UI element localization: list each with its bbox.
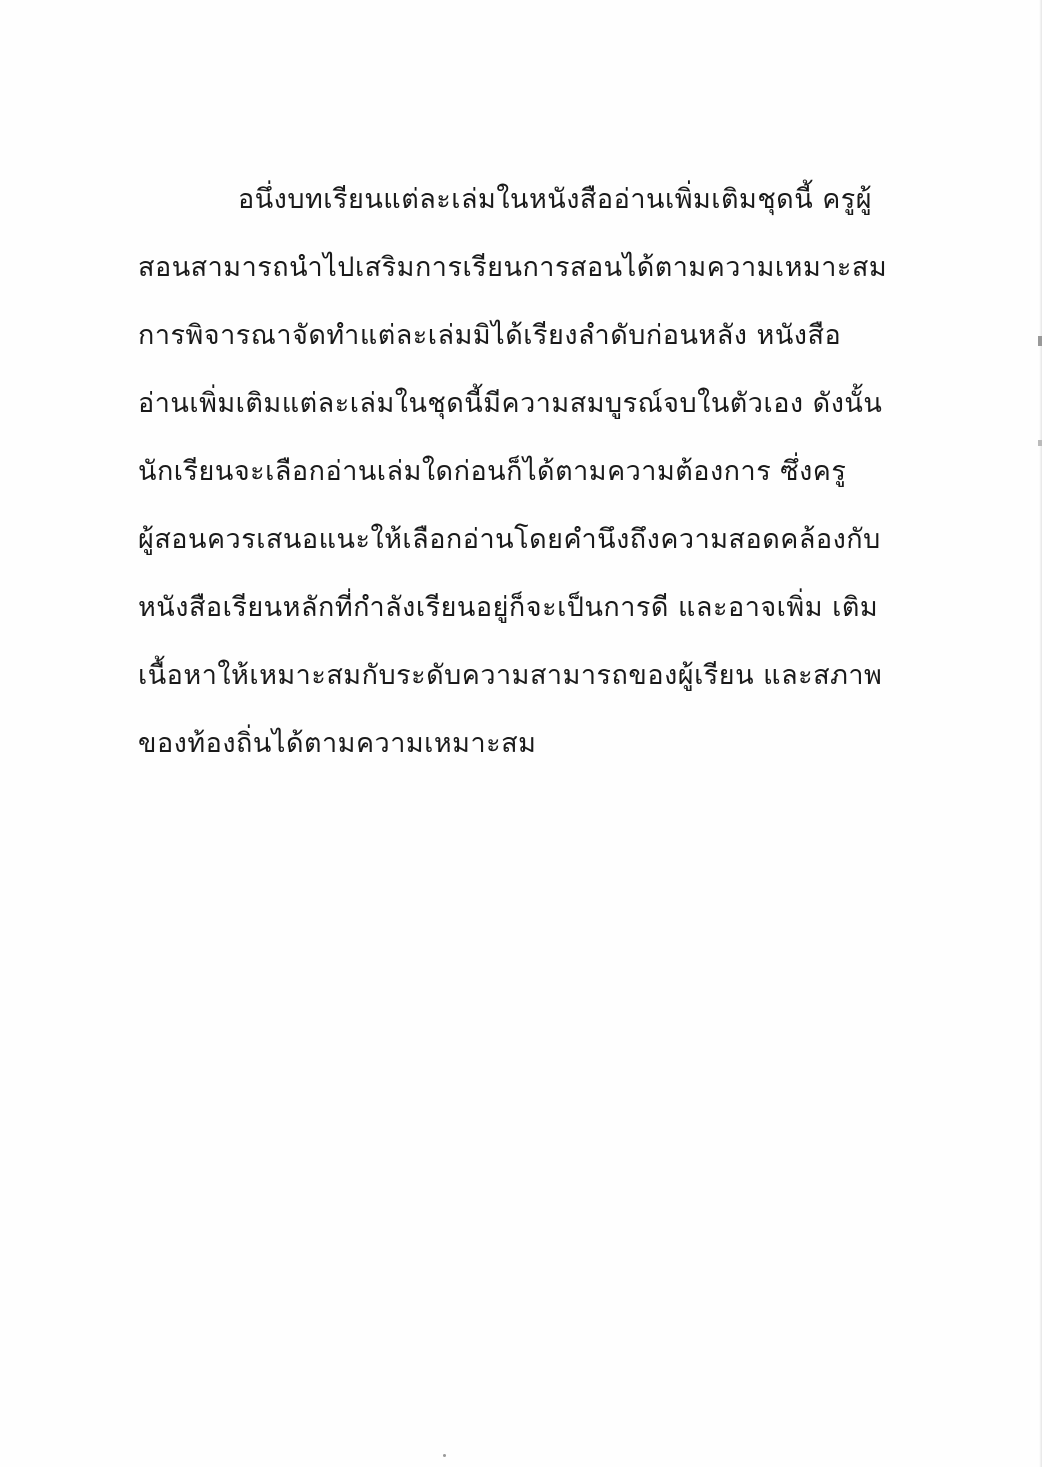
paragraph-line: เนื้อหาให้เหมาะสมกับระดับความสามารถของผู้เรียน และสภาพ [138, 660, 883, 691]
paragraph-line: ของท้องถิ่นได้ตามความเหมาะสม [138, 728, 537, 759]
paragraph-line: การพิจารณาจัดทำแต่ละเล่มมิได้เรียงลำดับก่อนหลัง หนังสือ [138, 320, 842, 351]
scan-speck [443, 1454, 446, 1457]
scan-edge-mark [1038, 336, 1042, 346]
paragraph-line: หนังสือเรียนหลักที่กำลังเรียนอยู่ก็จะเป็นการดี และอาจเพิ่ม เติม [138, 592, 879, 623]
paragraph-line: อนึ่งบทเรียนแต่ละเล่มในหนังสืออ่านเพิ่มเติมชุดนี้ ครูผู้ [238, 184, 873, 215]
paragraph-line: อ่านเพิ่มเติมแต่ละเล่มในชุดนี้มีความสมบูรณ์จบในตัวเอง ดังนั้น [138, 388, 883, 419]
paragraph-line: นักเรียนจะเลือกอ่านเล่มใดก่อนก็ได้ตามความต้องการ ซึ่งครู [138, 456, 847, 487]
paragraph-line: สอนสามารถนำไปเสริมการเรียนการสอนได้ตามความเหมาะสม [138, 252, 888, 283]
body-paragraph [138, 166, 938, 778]
paragraph-line: ผู้สอนควรเสนอแนะให้เลือกอ่านโดยคำนึงถึงความสอดคล้องกับ [138, 524, 881, 555]
scan-edge-mark [1038, 440, 1042, 446]
